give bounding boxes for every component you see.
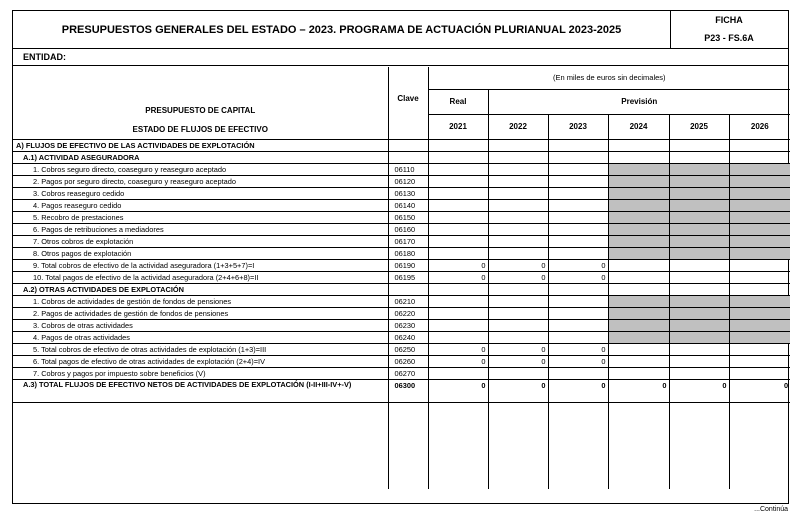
value-cell[interactable] xyxy=(669,308,729,320)
value-cell[interactable] xyxy=(669,236,729,248)
row-clave: 06110 xyxy=(388,164,428,176)
blank-cell xyxy=(669,403,729,490)
value-cell[interactable] xyxy=(488,296,548,308)
value-cell[interactable] xyxy=(428,332,488,344)
value-cell[interactable] xyxy=(488,308,548,320)
row-description: 3. Cobros de otras actividades xyxy=(13,320,388,332)
value-cell[interactable] xyxy=(428,320,488,332)
value-cell[interactable] xyxy=(548,368,608,380)
year-header: 2023 xyxy=(548,114,608,139)
value-cell[interactable]: 0 xyxy=(428,344,488,356)
value-cell[interactable] xyxy=(488,212,548,224)
continua-note: ...Continúa xyxy=(754,506,788,513)
value-cell[interactable]: 0 xyxy=(428,260,488,272)
value-cell[interactable] xyxy=(729,356,790,368)
value-cell[interactable] xyxy=(729,212,790,224)
row-clave: 06190 xyxy=(388,260,428,272)
row-description: 1. Cobros seguro directo, coaseguro y reaseguro aceptado xyxy=(13,164,388,176)
value-cell[interactable] xyxy=(428,296,488,308)
value-cell[interactable] xyxy=(428,164,488,176)
form-header xyxy=(13,11,788,49)
value-cell[interactable] xyxy=(729,284,790,296)
table-row xyxy=(13,356,790,368)
ficha-code: P23 - FS.6A xyxy=(704,33,754,43)
value-cell[interactable] xyxy=(428,140,488,152)
value-cell[interactable] xyxy=(608,188,669,200)
blank-cell xyxy=(388,403,428,490)
value-cell[interactable]: 0 xyxy=(428,272,488,284)
row-description: 4. Pagos reaseguro cedido xyxy=(13,200,388,212)
row-description: 5. Recobro de prestaciones xyxy=(13,212,388,224)
value-cell[interactable] xyxy=(488,140,548,152)
entidad-label: ENTIDAD: xyxy=(13,48,788,66)
value-cell[interactable] xyxy=(608,320,669,332)
value-cell[interactable]: 0 xyxy=(548,344,608,356)
value-cell[interactable] xyxy=(669,188,729,200)
value-cell[interactable] xyxy=(669,224,729,236)
clave-header: Clave xyxy=(388,67,428,140)
value-cell[interactable]: 0 xyxy=(428,380,488,403)
table-row xyxy=(13,320,790,332)
blank-cell xyxy=(608,403,669,490)
year-header: 2025 xyxy=(669,114,729,139)
value-cell[interactable] xyxy=(548,140,608,152)
value-cell[interactable] xyxy=(608,368,669,380)
value-cell[interactable] xyxy=(608,164,669,176)
row-clave: 06270 xyxy=(388,368,428,380)
value-cell[interactable] xyxy=(548,308,608,320)
value-cell[interactable] xyxy=(669,356,729,368)
table-row xyxy=(13,296,790,308)
value-cell[interactable] xyxy=(548,320,608,332)
value-cell[interactable] xyxy=(608,212,669,224)
value-cell[interactable] xyxy=(488,236,548,248)
table-row xyxy=(13,260,790,272)
value-cell[interactable] xyxy=(608,224,669,236)
value-cell[interactable] xyxy=(669,200,729,212)
value-cell[interactable] xyxy=(548,188,608,200)
value-cell[interactable]: 0 xyxy=(548,272,608,284)
table-caption-line1: PRESUPUESTO DE CAPITAL xyxy=(145,106,256,115)
value-cell[interactable]: 0 xyxy=(548,260,608,272)
value-cell[interactable] xyxy=(669,164,729,176)
row-clave: 06250 xyxy=(388,344,428,356)
value-cell[interactable] xyxy=(548,200,608,212)
value-cell[interactable] xyxy=(428,212,488,224)
value-cell[interactable] xyxy=(608,272,669,284)
value-cell[interactable] xyxy=(548,164,608,176)
value-cell[interactable] xyxy=(729,368,790,380)
table-row xyxy=(13,368,790,380)
value-cell[interactable] xyxy=(608,176,669,188)
value-cell[interactable] xyxy=(488,320,548,332)
value-cell[interactable] xyxy=(488,152,548,164)
value-cell[interactable]: 0 xyxy=(729,380,790,403)
value-cell[interactable] xyxy=(488,188,548,200)
row-description: A.1) ACTIVIDAD ASEGURADORA xyxy=(13,152,388,164)
value-cell[interactable] xyxy=(548,236,608,248)
row-clave xyxy=(388,152,428,164)
value-cell[interactable]: 0 xyxy=(548,380,608,403)
blank-cell xyxy=(729,403,790,490)
row-description: 4. Pagos de otras actividades xyxy=(13,332,388,344)
value-cell[interactable] xyxy=(608,260,669,272)
value-cell[interactable] xyxy=(608,344,669,356)
value-cell[interactable] xyxy=(428,236,488,248)
value-cell[interactable] xyxy=(608,200,669,212)
value-cell[interactable] xyxy=(488,248,548,260)
value-cell[interactable]: 0 xyxy=(669,380,729,403)
value-cell[interactable] xyxy=(669,272,729,284)
table-header-row-units xyxy=(13,67,790,89)
table-row xyxy=(13,224,790,236)
table-row xyxy=(13,212,790,224)
value-cell[interactable] xyxy=(488,332,548,344)
blank-cell xyxy=(488,403,548,490)
row-description: 8. Otros pagos de explotación xyxy=(13,248,388,260)
row-description: 3. Cobros reaseguro cedido xyxy=(13,188,388,200)
value-cell[interactable] xyxy=(729,344,790,356)
value-cell[interactable] xyxy=(608,140,669,152)
value-cell[interactable] xyxy=(669,248,729,260)
value-cell[interactable] xyxy=(428,248,488,260)
subsection-row xyxy=(13,284,790,296)
value-cell[interactable] xyxy=(669,140,729,152)
value-cell[interactable]: 0 xyxy=(488,344,548,356)
value-cell[interactable]: 0 xyxy=(608,380,669,403)
value-cell[interactable]: 0 xyxy=(488,380,548,403)
value-cell[interactable] xyxy=(608,332,669,344)
value-cell[interactable] xyxy=(488,164,548,176)
value-cell[interactable] xyxy=(608,284,669,296)
section-row xyxy=(13,140,790,152)
value-cell[interactable] xyxy=(548,296,608,308)
row-clave: 06120 xyxy=(388,176,428,188)
value-cell[interactable] xyxy=(548,284,608,296)
row-clave: 06150 xyxy=(388,212,428,224)
year-header: 2022 xyxy=(488,114,548,139)
row-description: A.3) TOTAL FLUJOS DE EFECTIVO NETOS DE ACTIVIDADES DE EXPLOTACIÓN (I-II+III-IV+-V) xyxy=(13,380,388,403)
blank-cell xyxy=(13,403,388,490)
value-cell[interactable] xyxy=(729,272,790,284)
row-description: A.2) OTRAS ACTIVIDADES DE EXPLOTACIÓN xyxy=(13,284,388,296)
year-header: 2024 xyxy=(608,114,669,139)
row-description: 7. Cobros y pagos por impuesto sobre beneficios (V) xyxy=(13,368,388,380)
value-cell[interactable] xyxy=(428,368,488,380)
units-note: (En miles de euros sin decimales) xyxy=(428,67,790,89)
table-row xyxy=(13,272,790,284)
total-row xyxy=(13,380,790,403)
value-cell[interactable] xyxy=(548,152,608,164)
table-row xyxy=(13,248,790,260)
ficha-box xyxy=(670,11,788,48)
row-clave: 06220 xyxy=(388,308,428,320)
value-cell[interactable] xyxy=(548,332,608,344)
cash-flow-table xyxy=(13,67,790,489)
value-cell[interactable] xyxy=(428,188,488,200)
row-clave: 06130 xyxy=(388,188,428,200)
row-clave xyxy=(388,284,428,296)
value-cell[interactable] xyxy=(729,260,790,272)
value-cell[interactable] xyxy=(548,176,608,188)
row-description: 7. Otros cobros de explotación xyxy=(13,236,388,248)
table-row xyxy=(13,332,790,344)
value-cell[interactable] xyxy=(729,200,790,212)
value-cell[interactable] xyxy=(548,212,608,224)
row-clave: 06300 xyxy=(388,380,428,403)
row-description: 2. Pagos de actividades de gestión de fondos de pensiones xyxy=(13,308,388,320)
value-cell[interactable] xyxy=(428,308,488,320)
value-cell[interactable] xyxy=(488,200,548,212)
row-description: 10. Total pagos de efectivo de la actividad aseguradora (2+4+6+8)=II xyxy=(13,272,388,284)
table-caption-line2: ESTADO DE FLUJOS DE EFECTIVO xyxy=(132,125,268,134)
value-cell[interactable]: 0 xyxy=(488,260,548,272)
value-cell[interactable] xyxy=(488,368,548,380)
row-description: 9. Total cobros de efectivo de la actividad aseguradora (1+3+5+7)=I xyxy=(13,260,388,272)
row-description: 1. Cobros de actividades de gestión de fondos de pensiones xyxy=(13,296,388,308)
row-description: A) FLUJOS DE EFECTIVO DE LAS ACTIVIDADES DE EXPLOTACIÓN xyxy=(13,140,388,152)
value-cell[interactable]: 0 xyxy=(488,356,548,368)
value-cell[interactable] xyxy=(669,332,729,344)
table-row xyxy=(13,200,790,212)
row-clave: 06230 xyxy=(388,320,428,332)
value-cell[interactable] xyxy=(729,296,790,308)
value-cell[interactable] xyxy=(428,176,488,188)
value-cell[interactable] xyxy=(488,176,548,188)
row-description: 6. Pagos de retribuciones a mediadores xyxy=(13,224,388,236)
value-cell[interactable] xyxy=(729,248,790,260)
year-header: 2026 xyxy=(729,114,790,139)
table-row xyxy=(13,236,790,248)
value-cell[interactable] xyxy=(729,308,790,320)
value-cell[interactable] xyxy=(729,152,790,164)
value-cell[interactable] xyxy=(428,152,488,164)
blank-cell xyxy=(428,403,488,490)
row-description: 5. Total cobros de efectivo de otras actividades de explotación (1+3)=III xyxy=(13,344,388,356)
value-cell[interactable] xyxy=(669,296,729,308)
table-row xyxy=(13,344,790,356)
value-cell[interactable]: 0 xyxy=(548,356,608,368)
blank-filler-row xyxy=(13,403,790,490)
value-cell[interactable] xyxy=(729,164,790,176)
value-cell[interactable] xyxy=(548,224,608,236)
value-cell[interactable] xyxy=(669,152,729,164)
value-cell[interactable] xyxy=(669,320,729,332)
value-cell[interactable] xyxy=(669,260,729,272)
value-cell[interactable] xyxy=(669,284,729,296)
value-cell[interactable]: 0 xyxy=(428,356,488,368)
ficha-label: FICHA xyxy=(715,15,743,25)
row-clave: 06180 xyxy=(388,248,428,260)
table-row xyxy=(13,308,790,320)
subsection-row xyxy=(13,152,790,164)
blank-cell xyxy=(548,403,608,490)
form-frame xyxy=(12,10,789,504)
table-row xyxy=(13,176,790,188)
row-clave: 06160 xyxy=(388,224,428,236)
prevision-header: Previsión xyxy=(488,89,790,114)
row-clave: 06140 xyxy=(388,200,428,212)
value-cell[interactable] xyxy=(669,212,729,224)
row-clave: 06210 xyxy=(388,296,428,308)
value-cell[interactable] xyxy=(729,332,790,344)
value-cell[interactable] xyxy=(608,296,669,308)
table-row xyxy=(13,188,790,200)
value-cell[interactable]: 0 xyxy=(488,272,548,284)
value-cell[interactable] xyxy=(608,152,669,164)
value-cell[interactable] xyxy=(428,284,488,296)
table-caption-cell xyxy=(13,67,388,140)
value-cell[interactable] xyxy=(548,248,608,260)
value-cell[interactable] xyxy=(608,308,669,320)
row-description: 6. Total pagos de efectivo de otras actividades de explotación (2+4)=IV xyxy=(13,356,388,368)
value-cell[interactable] xyxy=(488,284,548,296)
row-clave xyxy=(388,140,428,152)
row-clave: 06260 xyxy=(388,356,428,368)
form-title: PRESUPUESTOS GENERALES DEL ESTADO – 2023. PROGRAMA DE ACTUACIÓN PLURIANUAL 2023-2025 xyxy=(13,11,671,48)
real-header: Real xyxy=(428,89,488,114)
value-cell[interactable] xyxy=(608,248,669,260)
value-cell[interactable] xyxy=(669,368,729,380)
value-cell[interactable] xyxy=(488,224,548,236)
row-clave: 06240 xyxy=(388,332,428,344)
year-header: 2021 xyxy=(428,114,488,139)
value-cell[interactable] xyxy=(729,224,790,236)
value-cell[interactable] xyxy=(428,200,488,212)
value-cell[interactable] xyxy=(428,224,488,236)
table-row xyxy=(13,164,790,176)
value-cell[interactable] xyxy=(729,320,790,332)
row-clave: 06170 xyxy=(388,236,428,248)
value-cell[interactable] xyxy=(608,236,669,248)
value-cell[interactable] xyxy=(669,176,729,188)
value-cell[interactable] xyxy=(729,176,790,188)
value-cell[interactable] xyxy=(669,344,729,356)
row-description: 2. Pagos por seguro directo, coaseguro y reaseguro aceptado xyxy=(13,176,388,188)
value-cell[interactable] xyxy=(729,188,790,200)
value-cell[interactable] xyxy=(729,236,790,248)
row-clave: 06195 xyxy=(388,272,428,284)
value-cell[interactable] xyxy=(608,356,669,368)
value-cell[interactable] xyxy=(729,140,790,152)
